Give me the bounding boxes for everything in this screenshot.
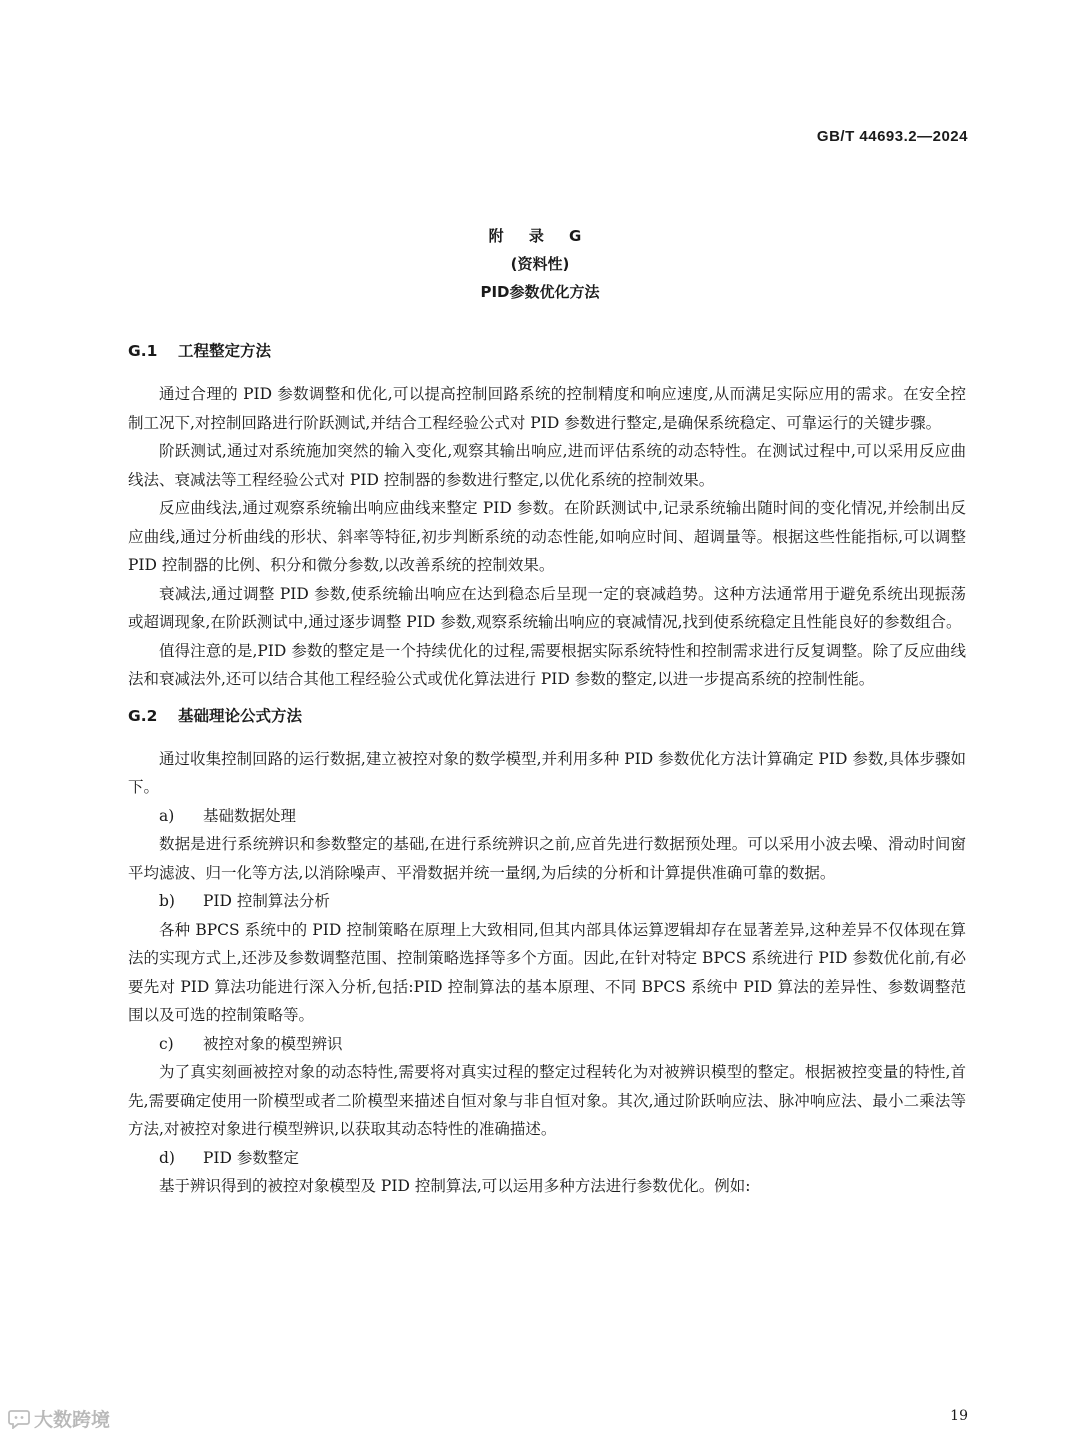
- paragraph: 衰减法,通过调整 PID 参数,使系统输出响应在达到稳态后呈现一定的衰减趋势。这种方法通常用于避免系统出现振荡或超调现象,在阶跃测试中,通过逐步调整 PID 参数,观察系统输出响应的衰减情况,找到使系统稳定且性能良好的参数组合。: [128, 584, 966, 631]
- paragraph: 数据是进行系统辨识和参数整定的基础,在进行系统辨识之前,应首先进行数据预处理。可以采用小波去噪、滑动时间窗平均滤波、归一化等方法,以消除噪声、平滑数据并统一量纲,为后续的分析和计算提供准确可靠的数据。: [128, 835, 966, 882]
- section-number: G.2: [128, 706, 158, 725]
- speech-bubble-icon: [8, 1409, 30, 1429]
- step-title: PID 控制算法分析: [203, 892, 330, 910]
- section-heading-g1: [128, 334, 966, 378]
- step-letter: b): [159, 892, 175, 910]
- step-label-d: [128, 1144, 966, 1173]
- step-label-a: [128, 802, 966, 831]
- page-number: 19: [950, 1408, 968, 1424]
- section-number: G.1: [128, 342, 158, 360]
- step-letter: d): [159, 1148, 175, 1167]
- paragraph: 值得注意的是,PID 参数的整定是一个持续优化的过程,需要根据实际系统特性和控制需求进行反复调整。除了反应曲线法和衰减法外,还可以结合其他工程经验公式或优化算法进行 PID 参数的整定,以进一步提高系统的控制性能。: [128, 641, 966, 688]
- paragraph: 为了真实刻画被控对象的动态特性,需要将对真实过程的整定过程转化为对被辨识模型的整定。根据被控变量的特性,首先,需要确定使用一阶模型或者二阶模型来描述自恒对象与非自恒对象。其次,通过阶跃响应法、脉冲响应法、最小二乘法等方法,对被控对象进行模型辨识,以获取其动态特性的准确描述。: [128, 1063, 966, 1138]
- paragraph: 阶跃测试,通过对系统施加突然的输入变化,观察其输出响应,进而评估系统的动态特性。在测试过程中,可以采用反应曲线法、衰减法等工程经验公式对 PID 控制器的参数进行整定,以优化系统的控制效果。: [128, 442, 966, 489]
- document-body: [128, 334, 966, 1201]
- step-label-b: [128, 887, 966, 916]
- paragraph: 通过收集控制回路的运行数据,建立被控对象的数学模型,并利用多种 PID 参数优化方法计算确定 PID 参数,具体步骤如下。: [128, 749, 966, 796]
- watermark: [8, 1405, 110, 1432]
- paragraph: 基于辨识得到的被控对象模型及 PID 控制算法,可以运用多种方法进行参数优化。例如:: [159, 1177, 751, 1195]
- watermark-text: 大数跨境: [34, 1409, 111, 1431]
- section-title: 工程整定方法: [178, 342, 272, 360]
- paragraph: 反应曲线法,通过观察系统输出响应曲线来整定 PID 参数。在阶跃测试中,记录系统输出随时间的变化情况,并绘制出反应曲线,通过分析曲线的形状、斜率等特征,初步判断系统的动态性能,如响应时间、超调量等。根据这些性能指标,可以调整 PID 控制器的比例、积分和微分参数,以改善系统的控制效果。: [128, 499, 966, 574]
- paragraph: 通过合理的 PID 参数调整和优化,可以提高控制回路系统的控制精度和响应速度,从而满足实际应用的需求。在安全控制工况下,对控制回路进行阶跃测试,并结合工程经验公式对 PID 参数进行整定,是确保系统稳定、可靠运行的关键步骤。: [128, 385, 966, 432]
- step-title: 基础数据处理: [203, 806, 297, 825]
- section-title: 基础理论公式方法: [178, 706, 303, 725]
- step-letter: c): [159, 1034, 174, 1053]
- step-title: 被控对象的模型辨识: [203, 1034, 343, 1053]
- paragraph: 各种 BPCS 系统中的 PID 控制策略在原理上大致相同,但其内部具体运算逻辑却存在显著差异,这种差异不仅体现在算法的实现方式上,还涉及参数调整范围、控制策略选择等多个方面。因此,在针对特定 BPCS 系统进行 PID 参数优化前,有必要先对 PID 算法功能进行深入分析,包括:PID 控制算法的基本原理、不同 BPCS 系统中 PID 算法的差异性、参数调整范围以及可选的控制策略等。: [128, 920, 966, 1024]
- annex-title: 附 录 G: [488, 227, 592, 245]
- step-letter: a): [159, 806, 175, 825]
- section-heading-g2: [128, 699, 966, 743]
- step-label-c: [128, 1030, 966, 1059]
- annex-subject: PID参数优化方法: [480, 283, 600, 301]
- annex-nature: (资料性): [510, 255, 570, 273]
- step-title: PID 参数整定: [203, 1148, 299, 1167]
- standard-code: GB/T 44693.2—2024: [816, 128, 968, 145]
- annex-header: [0, 222, 1080, 306]
